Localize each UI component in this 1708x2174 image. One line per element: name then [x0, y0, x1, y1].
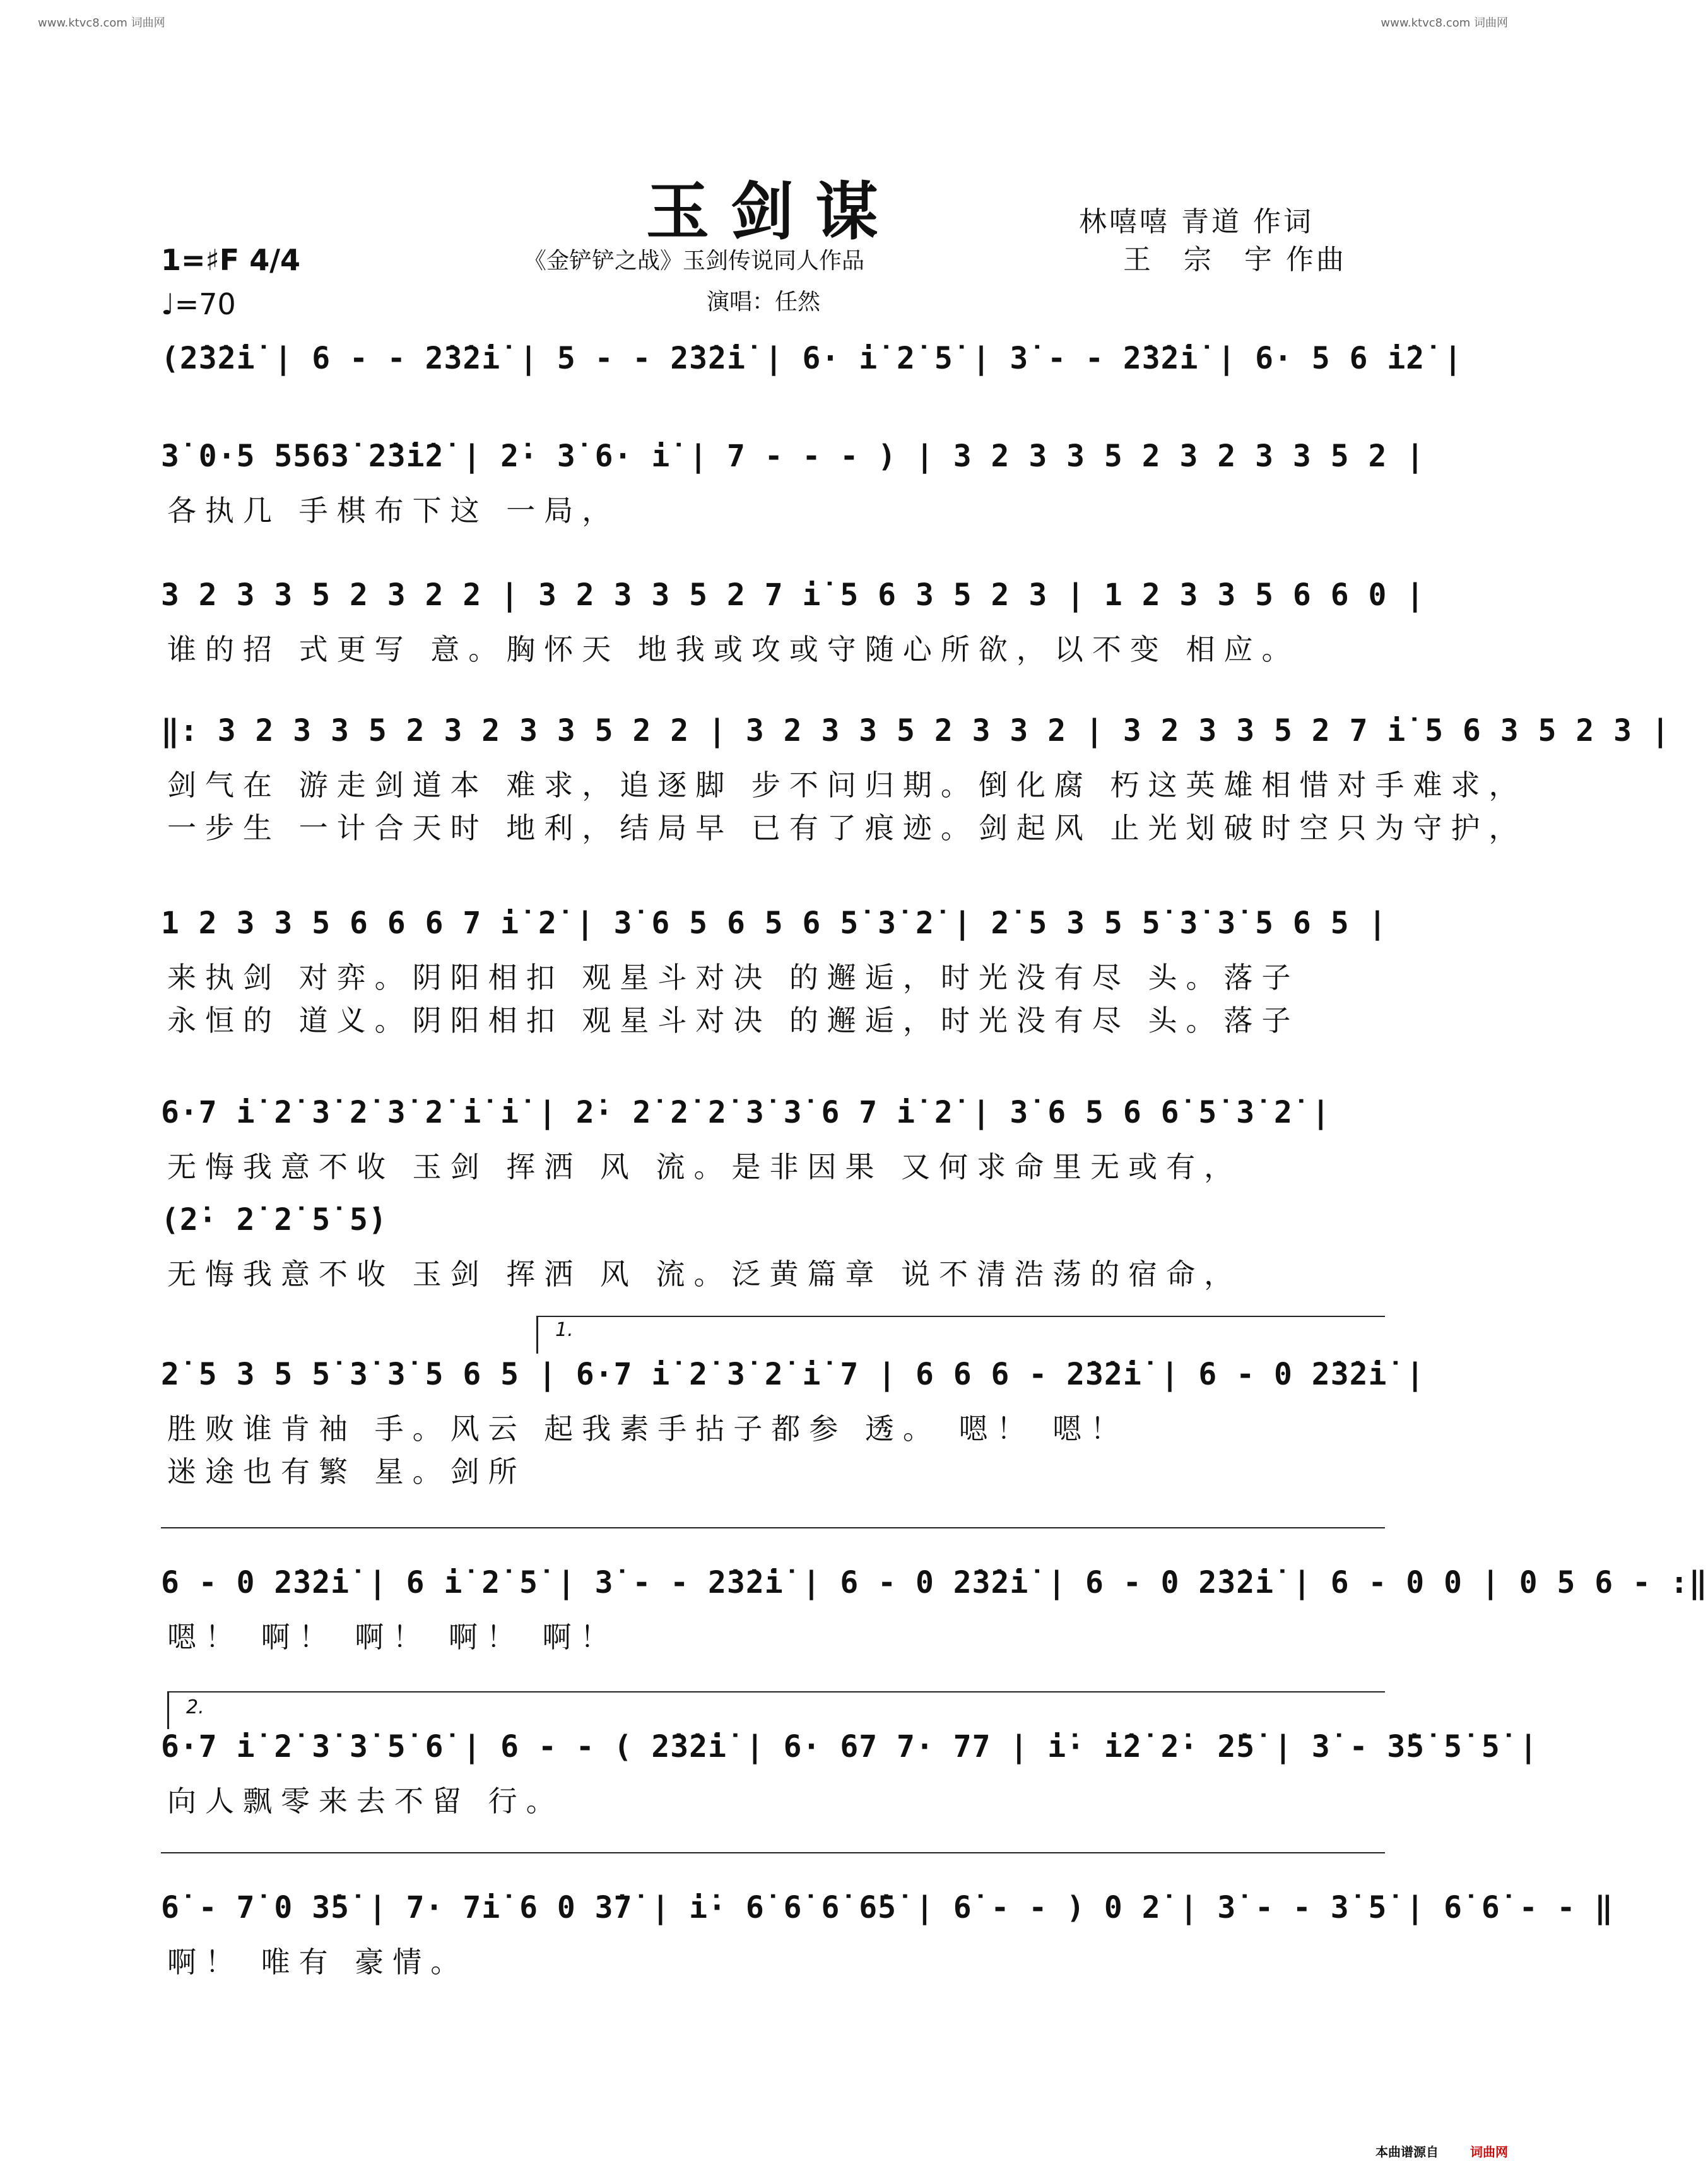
volta-1-edge [536, 1316, 538, 1354]
subtitle: 《金铲铲之战》玉剑传说同人作品 [524, 248, 865, 274]
notation-row: 2̇ 5 3 5 5̇ 3̇ 3̇ 5 6 5 | 6·7 i̇ 2̇ 3̇ 2̇ i̇ 7 | 6 6 6 - 2̇3̇2̇i̇ | 6 - 0 2̇3̇2̇i̇ | [161, 1357, 1425, 1392]
lyricist-credit: 林嘻嘻 青道 作词 [1079, 206, 1314, 238]
lyrics-line: 无悔我意不收 玉剑 挥洒 风 流。是非因果 又何求命里无或有， [167, 1150, 1242, 1184]
line-2935 [161, 1852, 1385, 1853]
footer-source: 本曲谱源自 [1375, 2144, 1439, 2159]
line-2420 [161, 1527, 1385, 1528]
lyrics-line: 来执剑 对弈。阴阳相扣 观星斗对决 的邂逅，时光没有尽 头。落子 [167, 960, 1300, 995]
volta-2-edge [167, 1691, 169, 1729]
notation-row: 3̇ 0·5 5563̇ 2̇3̇i̇2̇ | 2̇· 3̇ 6· i̇ | 7 - - - ) | 3 2 3 3 5 2 3 2 3 3 5 2 | [161, 439, 1425, 474]
lyrics-line: 各执几 手棋布下这 一局， [167, 493, 620, 528]
left-watermark-strip [0, 25, 19, 2149]
notation-row: 6·7 i̇ 2̇ 3̇ 3̇ 5̇ 6̇ | 6 - - ( 2̇3̇2̇i̇ | 6· 67 7· 77 | i̇· i̇2̇ 2̇· 2̇5̇ | 3̇ - 3̇5̇ 5̇ 5̇ | [161, 1729, 1538, 1764]
volta-2-bracket [167, 1691, 1385, 1693]
footer-brand: 词曲网 [1470, 2144, 1508, 2159]
singer: 演唱：任然 [707, 289, 821, 315]
lyrics-line: 剑气在 游走剑道本 难求，追逐脚 步不问归期。倒化腐 朽这英雄相惜对手难求， [167, 768, 1527, 802]
lyrics-line: 嗯！ 啊！ 啊！ 啊！ 啊！ [167, 1620, 618, 1654]
tempo-marking: ♩=70 [161, 287, 236, 321]
notation-row: 6·7 i̇ 2̇ 3̇ 2̇ 3̇ 2̇ i̇ i̇ | 2̇· 2̇ 2̇ 2̇ 3̇ 3̇ 6 7 i̇ 2̇ | 3̇ 6 5 6 6̇ 5̇ 3̇ 2̇ | [161, 1095, 1331, 1130]
volta-1-label: 1. [555, 1319, 574, 1341]
notation-row: (2̇· 2̇ 2̇ 5̇ 5̇) [161, 1202, 387, 1238]
notation-row: 6̇ - 7̇ 0 3̇5̇ | 7· 7i̇ 6 0 3̇7̇ | i̇· 6̇ 6̇ 6̇ 6̇5̇ | 6̇ - - ) 0 2̇ | 3̇ - - 3̇ 5̇ | 6̇ 6̇ - - ‖ [161, 1890, 1614, 1925]
lyrics-line: 迷途也有繁 星。剑所 [167, 1455, 526, 1489]
volta-1-bracket [536, 1316, 1385, 1317]
lyrics-line: 胜败谁肯袖 手。风云 起我素手拈子都参 透。 嗯！ 嗯！ [167, 1412, 1129, 1446]
site-mark-right: www.ktvc8.com 词曲网 [1381, 16, 1508, 30]
notation-row: 6 - 0 2̇3̇2̇i̇ | 6 i̇ 2̇ 5̇ | 3̇ - - 2̇3̇2̇i̇ | 6 - 0 2̇3̇2̇i̇ | 6 - 0 2̇3̇2̇i̇ | 6 - 0 0 | 0 5 6 - :‖ [161, 1565, 1708, 1600]
song-title: 玉剑谋 [646, 174, 900, 249]
notation-row: ‖: 3 2 3 3 5 2 3 2 3 3 5 2 2 | 3 2 3 3 5 2 3 3 2 | 3 2 3 3 5 2 7 i̇ 5 6 3 5 2 3 | [161, 713, 1670, 748]
lyrics-line: 一步生 一计合天时 地利，结局早 已有了痕迹。剑起风 止光划破时空只为守护， [167, 811, 1527, 845]
volta-2-label: 2. [186, 1696, 204, 1718]
lyrics-line: 谁的招 式更写 意。胸怀天 地我或攻或守随心所欲，以不变 相应。 [167, 632, 1300, 666]
site-mark-left: www.ktvc8.com 词曲网 [38, 16, 165, 30]
lyrics-line: 永恒的 道义。阴阳相扣 观星斗对决 的邂逅，时光没有尽 头。落子 [167, 1003, 1300, 1037]
right-watermark-strip [1527, 25, 1546, 2149]
key-signature: 1=♯F 4/4 [161, 243, 301, 277]
lyrics-line: 无悔我意不收 玉剑 挥洒 风 流。泛黄篇章 说不清浩荡的宿命， [167, 1257, 1242, 1291]
lyrics-line: 啊！ 唯有 豪情。 [167, 1945, 469, 1979]
composer-credit: 王 宗 宇 作曲 [1123, 244, 1346, 276]
notation-row: (2̇3̇2̇i̇ | 6 - - 2̇3̇2̇i̇ | 5 - - 2̇3̇2̇i̇ | 6· i̇ 2̇ 5̇ | 3̇ - - 2̇3̇2̇i̇ | 6· 5 6 i̇2̇ | [161, 341, 1463, 376]
notation-row: 3 2 3 3 5 2 3 2 2 | 3 2 3 3 5 2 7 i̇ 5 6 3 5 2 3 | 1 2 3 3 5 6 6 0 | [161, 577, 1425, 613]
lyrics-line: 向人飘零来去不留 行。 [167, 1784, 564, 1818]
notation-row: 1 2 3 3 5 6 6 6 7 i̇ 2̇ | 3̇ 6 5 6 5 6 5̇ 3̇ 2̇ | 2̇ 5 3 5 5̇ 3̇ 3̇ 5 6 5 | [161, 906, 1387, 941]
